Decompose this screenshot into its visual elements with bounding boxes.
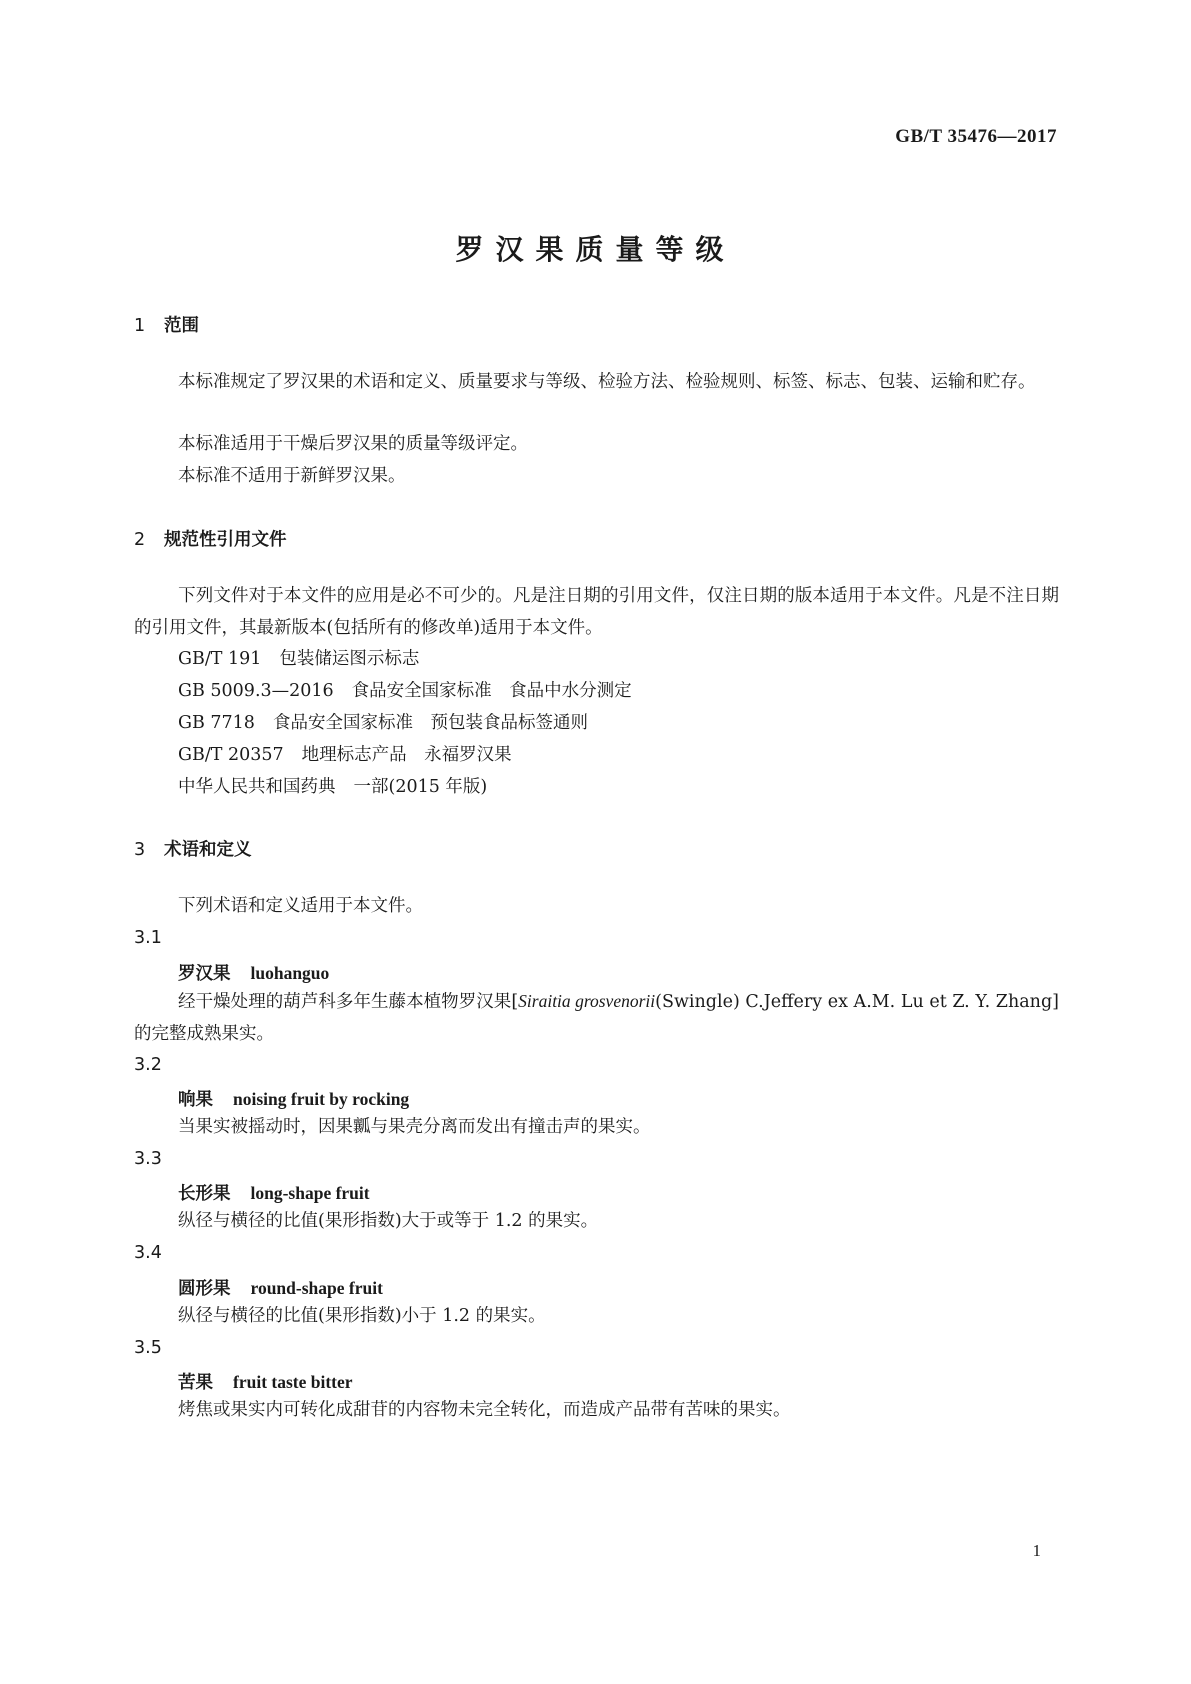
reference-item [178,707,588,739]
section-2-heading [134,526,287,551]
term-definition: 当果实被摇动时，因果瓤与果壳分离而发出有撞击声的果实。 [178,1117,651,1137]
reference-code: 中华人民共和国药典 [178,777,336,797]
section-title: 术语和定义 [164,840,252,860]
reference-item [178,739,512,771]
term-zh: 响果 [178,1090,213,1110]
section-number: 3 [134,840,146,860]
clause-number: 3.5 [134,1338,162,1358]
term-en: fruit taste bitter [233,1372,353,1392]
clause-number: 3.3 [134,1149,162,1169]
reference-code: GB 5009.3—2016 [178,681,334,701]
clause-number: 3.4 [134,1243,162,1263]
term-heading [178,960,329,985]
term-definition: 纵径与横径的比值(果形指数)小于 1.2 的果实。 [178,1306,546,1326]
term-zh: 罗汉果 [178,964,231,984]
reference-title: 地理标志产品 永福罗汉果 [301,745,512,765]
term-en: round-shape fruit [250,1278,383,1298]
section-number: 2 [134,530,146,550]
section-1-heading [134,312,199,337]
section-title: 规范性引用文件 [164,530,287,550]
reference-item [178,675,632,707]
term-heading [178,1369,353,1394]
clause-number: 3.2 [134,1055,162,1075]
reference-code: GB 7718 [178,713,255,733]
reference-title: 食品安全国家标准 预包装食品标签通则 [272,713,588,733]
reference-code: GB/T 20357 [178,745,284,765]
scope-applicable: 本标准适用于干燥后罗汉果的质量等级评定。 [178,434,528,454]
section-3-heading [134,836,252,861]
term-definition [134,985,1059,1050]
scope-paragraph [134,366,1059,398]
latin-name: Siraitia grosvenorii [518,991,656,1011]
reference-title: 一部(2015 年版) [353,777,488,797]
term-en: long-shape fruit [250,1183,370,1203]
reference-title: 食品安全国家标准 食品中水分测定 [351,681,632,701]
term-zh: 苦果 [178,1373,213,1393]
reference-item [178,643,419,675]
reference-item [178,771,487,803]
term-heading [178,1180,370,1205]
terms-intro: 下列术语和定义适用于本文件。 [178,896,423,916]
references-intro-text: 下列文件对于本文件的应用是必不可少的。凡是注日期的引用文件，仅注日期的版本适用于本文件。凡是不注日期的引用文件，其最新版本(包括所有的修改单)适用于本文件。 [134,586,1059,638]
reference-title: 包装储运图示标志 [279,649,420,669]
term-heading [178,1086,409,1111]
term-zh: 长形果 [178,1184,231,1204]
term-zh: 圆形果 [178,1279,231,1299]
definition-text-a: 经干燥处理的葫芦科多年生藤本植物罗汉果[ [178,992,519,1012]
term-en: noising fruit by rocking [233,1089,410,1109]
document-title: 罗汉果质量等级 [455,233,736,266]
page-number: 1 [1032,1541,1041,1560]
section-title: 范围 [164,316,199,336]
standard-number: GB/T 35476—2017 [895,126,1057,147]
term-definition: 纵径与横径的比值(果形指数)大于或等于 1.2 的果实。 [178,1211,599,1231]
term-definition: 烤焦或果实内可转化成甜苷的内容物未完全转化，而造成产品带有苦味的果实。 [178,1400,791,1420]
scope-not-applicable: 本标准不适用于新鲜罗汉果。 [178,466,406,486]
section-number: 1 [134,316,146,336]
definition-text-b: (Swingle) C.Jeffery ex A.M. Lu et Z. Y. Zhang]的完整成熟果实。 [134,992,1059,1044]
reference-code: GB/T 191 [178,649,262,669]
term-heading [178,1275,383,1300]
scope-text: 本标准规定了罗汉果的术语和定义、质量要求与等级、检验方法、检验规则、标签、标志、包装、运输和贮存。 [178,372,1036,392]
term-en: luohanguo [250,963,330,983]
references-intro [134,580,1059,644]
clause-number: 3.1 [134,928,162,948]
